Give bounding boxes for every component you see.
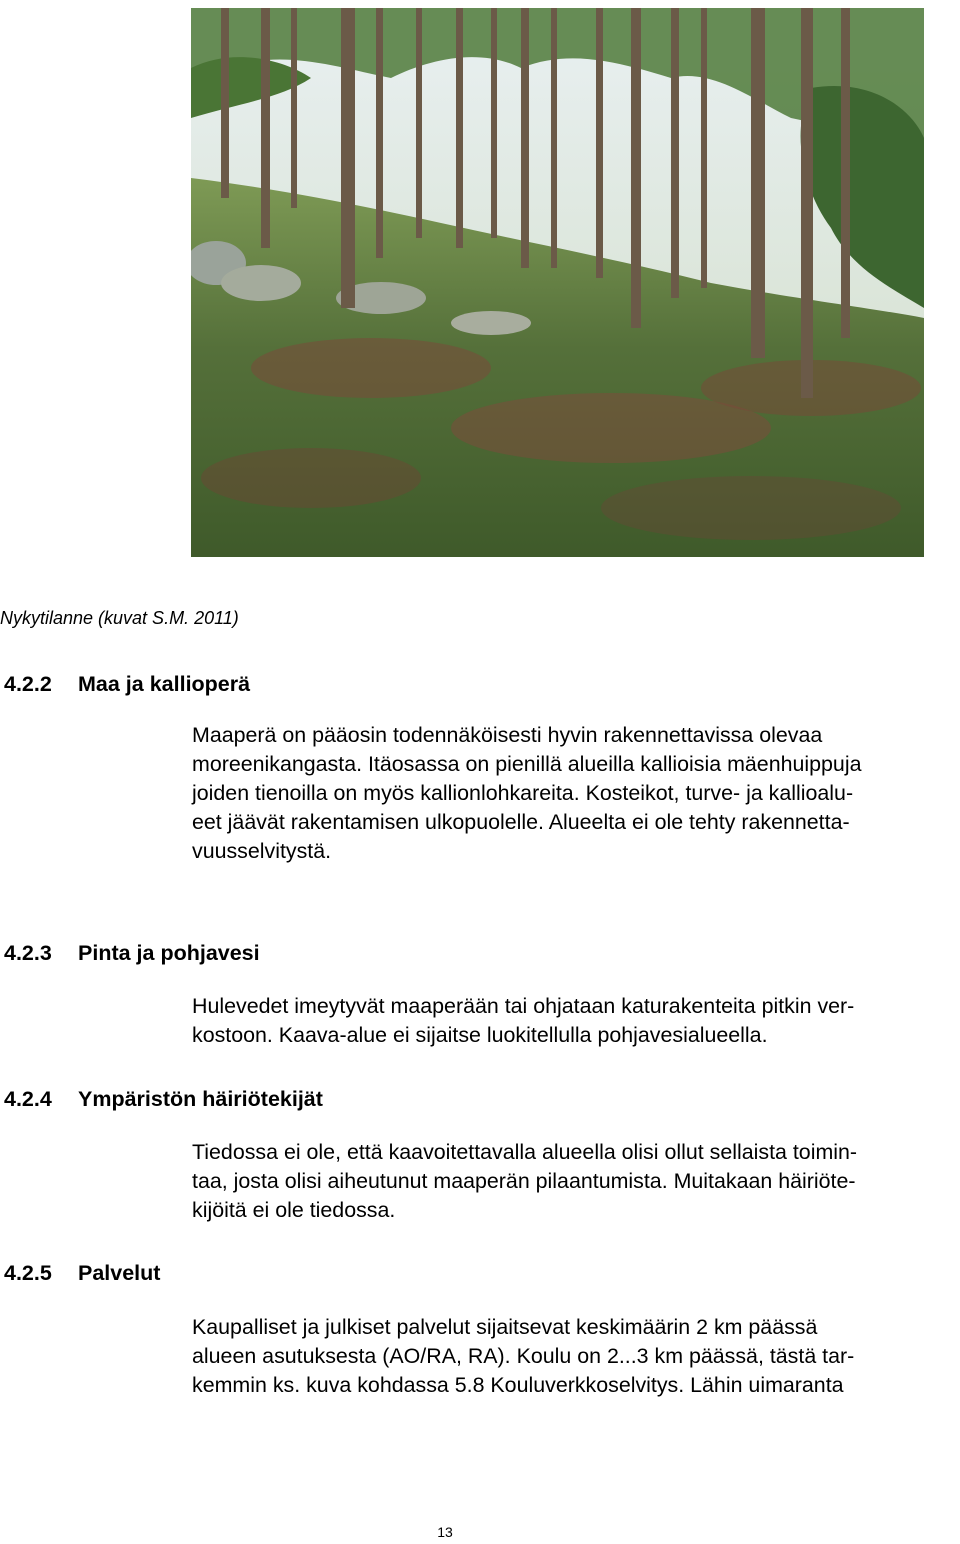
text-line: kemmin ks. kuva kohdassa 5.8 Kouluverkkoselvitys. Lähin uimaranta <box>192 1373 844 1397</box>
section-heading <box>4 672 250 697</box>
text-line: eet jäävät rakentamisen ulkopuolelle. Alueelta ei ole tehty rakennetta- <box>192 810 850 834</box>
text-line: Kaupalliset ja julkiset palvelut sijaitsevat keskimäärin 2 km päässä <box>192 1315 818 1339</box>
section-paragraph <box>192 1313 954 1400</box>
section-paragraph <box>192 721 954 866</box>
section-number: 4.2.3 <box>4 941 52 965</box>
text-line: alueen asutuksesta (AO/RA, RA). Koulu on 2...3 km päässä, tästä tar- <box>192 1344 855 1368</box>
text-line: joiden tienoilla on myös kallionlohkareita. Kosteikot, turve- ja kallioalu- <box>192 781 854 805</box>
figure-caption: Nykytilanne (kuvat S.M. 2011) <box>0 608 239 628</box>
forest-illustration <box>191 8 924 557</box>
text-line: vuusselvitystä. <box>192 839 332 863</box>
section-number: 4.2.4 <box>4 1087 52 1111</box>
section-title: Palvelut <box>78 1261 161 1285</box>
text-line: moreenikangasta. Itäosassa on pienillä alueilla kallioisia mäenhuippuja <box>192 752 862 776</box>
text-line: Maaperä on pääosin todennäköisesti hyvin rakennettavissa olevaa <box>192 723 823 747</box>
section-number: 4.2.2 <box>4 672 52 696</box>
section-paragraph <box>192 1138 954 1225</box>
text-line: Hulevedet imeytyvät maaperään tai ohjataan katurakenteita pitkin ver- <box>192 994 855 1018</box>
section-title: Pinta ja pohjavesi <box>78 941 260 965</box>
text-line: kijöitä ei ole tiedossa. <box>192 1198 396 1222</box>
section-number: 4.2.5 <box>4 1261 52 1285</box>
section-title: Ympäristön häiriötekijät <box>78 1087 323 1111</box>
section-heading <box>4 1261 160 1286</box>
text-line: Tiedossa ei ole, että kaavoitettavalla alueella olisi ollut sellaista toimin- <box>192 1140 858 1164</box>
page-number: 13 <box>437 1524 453 1540</box>
section-heading <box>4 1087 323 1112</box>
text-line: taa, josta olisi aiheutunut maaperän pilaantumista. Muitakaan häiriöte- <box>192 1169 856 1193</box>
section-title: Maa ja kallioperä <box>78 672 251 696</box>
text-line: kostoon. Kaava-alue ei sijaitse luokitellulla pohjavesialueella. <box>192 1023 768 1047</box>
forest-photo <box>191 8 924 557</box>
section-heading <box>4 941 260 966</box>
section-paragraph <box>192 992 954 1050</box>
